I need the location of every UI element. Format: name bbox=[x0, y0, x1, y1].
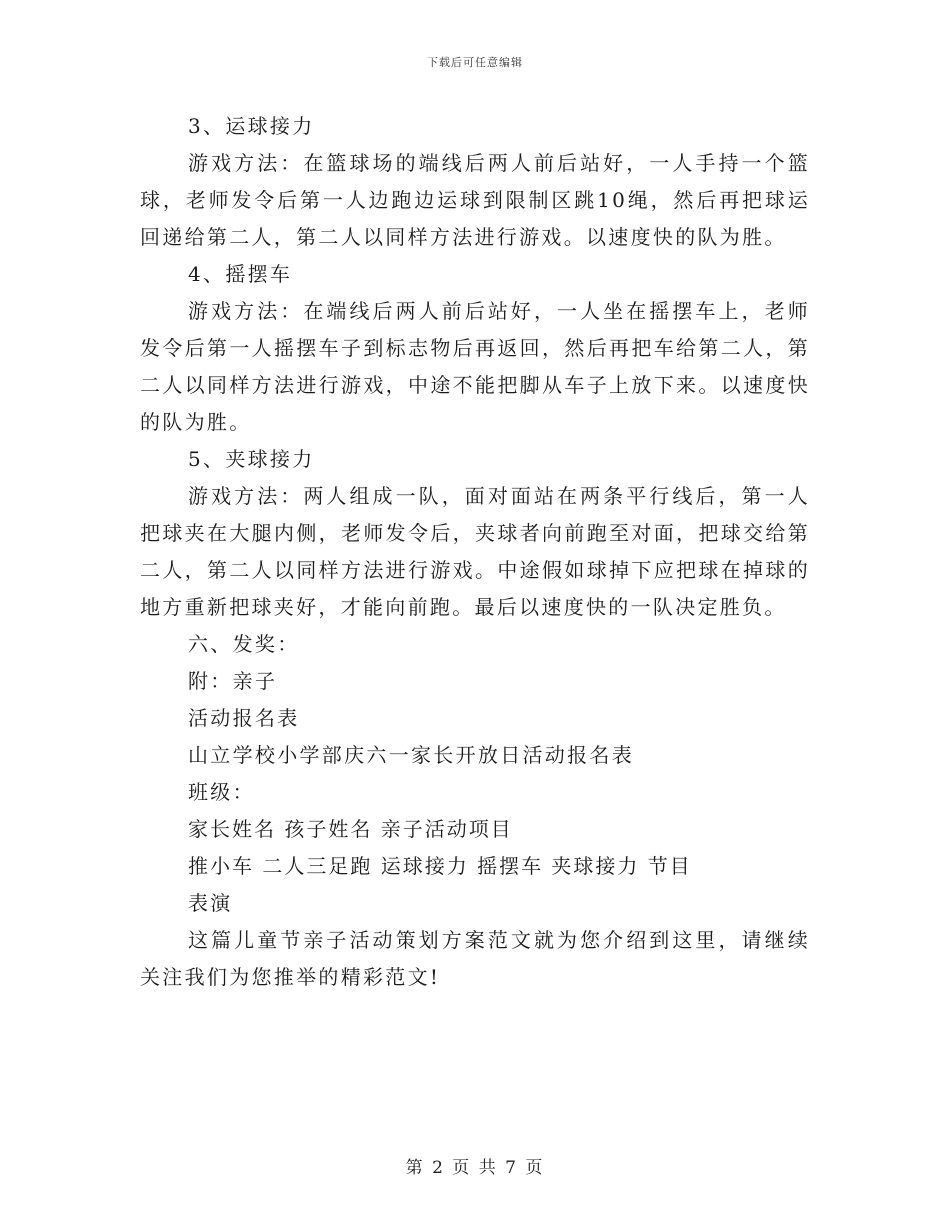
form-items-line: 推小车 二人三足跑 运球接力 摇摆车 夹球接力 节目 bbox=[188, 854, 692, 878]
document-body bbox=[140, 108, 810, 996]
class-label: 班级： bbox=[188, 780, 255, 804]
section-5-paragraph: 游戏方法：两人组成一队，面对面站在两条平行线后，第一人把球夹在大腿内侧，老师发令后，夹球者向前跑至对面，把球交给第二人，第二人以同样方法进行游戏。中途假如球掉下应把球在掉球的地方重新把球夹好，才能向前跑。最后以速度快的一队决定胜负。 bbox=[140, 484, 810, 619]
closing-paragraph: 这篇儿童节亲子活动策划方案范文就为您介绍到这里，请继续关注我们为您推举的精彩范文! bbox=[140, 928, 810, 989]
section-3-heading: 3、运球接力 bbox=[188, 114, 315, 138]
appendix-label: 附：亲子 bbox=[188, 669, 278, 693]
section-3-paragraph: 游戏方法：在篮球场的端线后两人前后站好，一人手持一个篮球，老师发令后第一人边跑边运球到限制区跳10绳，然后再把球运回递给第二人，第二人以同样方法进行游戏。以速度快的队为胜。 bbox=[140, 151, 810, 249]
form-full-title: 山立学校小学部庆六一家长开放日活动报名表 bbox=[188, 743, 634, 767]
form-items-line-continued: 表演 bbox=[188, 891, 233, 915]
section-4-heading: 4、摇摆车 bbox=[188, 262, 293, 286]
section-6-heading: 六、发奖： bbox=[188, 632, 300, 656]
section-5-heading: 5、夹球接力 bbox=[188, 447, 315, 471]
form-title: 活动报名表 bbox=[188, 706, 300, 730]
section-4-paragraph: 游戏方法：在端线后两人前后站好，一人坐在摇摆车上，老师发令后第一人摇摆车子到标志物后再返回，然后再把车给第二人，第二人以同样方法进行游戏，中途不能把脚从车子上放下来。以速度快的队为胜。 bbox=[140, 299, 810, 434]
form-columns-line: 家长姓名 孩子姓名 亲子活动项目 bbox=[188, 817, 513, 841]
page-number-footer: 第 2 页 共 7 页 bbox=[405, 1158, 545, 1178]
page-header: 下载后可任意编辑 bbox=[427, 56, 523, 69]
